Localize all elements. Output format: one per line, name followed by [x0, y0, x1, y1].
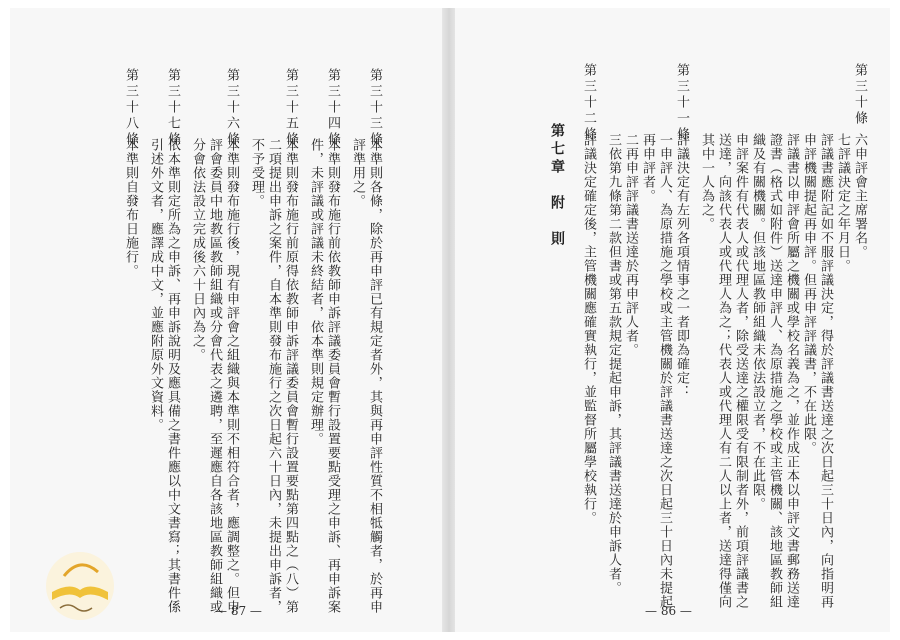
- text-line: 其中一人為之。: [699, 133, 714, 231]
- article-number: 第三十條: [852, 63, 867, 127]
- text-line: 本準則自發布日施行。: [123, 138, 138, 278]
- article-number: 第三十二條: [581, 63, 596, 143]
- text-line: 申評案件有代表人或代理人者，除受送達之權限受有限制者外，前項評議書之: [733, 133, 748, 609]
- page-number: — 87 —: [215, 604, 262, 618]
- text-line: 不予受理。: [249, 138, 264, 208]
- article-number: 第三十七條: [165, 68, 180, 148]
- text-line: 件，未評議或評議未終結者，依本準則規定辦理。: [308, 138, 323, 446]
- page-number: — 86 —: [645, 604, 692, 618]
- article-number: 第三十六條: [224, 68, 239, 148]
- text-line: 依本準則定所為之申訴、再申訴說明及應具備之書件應以中文書寫；其書件係: [165, 138, 180, 614]
- text-line: 評會委員中地教區教師組織或分會代表之遴聘，至遲應自各該地區教師組織或: [207, 138, 222, 614]
- text-line: 評議決定確定後，主管機關應確實執行，並監督所屬學校執行。: [581, 133, 596, 525]
- text-line: 一申評人、為原措施之學校或主管機關於評議書送達之次日起三十日內未提起: [657, 133, 672, 609]
- text-line: 本準則發布施行後，現有申評會之組織與本準則不相符合者，應調整之。但申: [224, 138, 239, 614]
- left-page: [10, 8, 445, 632]
- text-line: 六申評會主席署名。: [852, 133, 867, 259]
- text-line: 證書（格式如附件）送達申評人、為原措施之學校或主管機關、該地區教師組: [767, 133, 782, 609]
- article-number: 第三十八條: [123, 68, 138, 148]
- text-line: 評議書以申評會所屬之機關或學校名義為之，並作成正本以申評文書郵務送達: [784, 133, 799, 609]
- article-number: 第三十一條: [674, 63, 689, 143]
- text-line: 評準用之。: [350, 138, 365, 208]
- text-line: 二再申評評議書送達於再申評人者。: [623, 133, 638, 357]
- chapter-heading: 第七章 附 則: [549, 123, 565, 249]
- library-logo-icon: [40, 546, 120, 626]
- text-line: 三依第九條第二款但書或第五款規定提起申訴，其評議書送達於申訴人者。: [606, 133, 621, 595]
- book-spread: [10, 8, 890, 632]
- text-line: 分會依法設立完成後六十日內為之。: [190, 138, 205, 362]
- article-number: 第三十四條: [325, 68, 340, 148]
- text-line: 再申評者。: [640, 133, 655, 203]
- text-line: 引述外文者，應譯成中文，並應附原外文資料。: [148, 138, 163, 432]
- text-line: 申評機關提起再申評。但再申評評議書，不在此限。: [801, 133, 816, 455]
- book-gutter: [442, 8, 456, 632]
- text-line: 送達，向該代表人或代理人為之；代表人或代理人有二人以上者，送達得僅向: [716, 133, 731, 609]
- text-line: 評議決定有左列各項情事之一者即為確定：: [674, 133, 689, 399]
- right-page: [455, 8, 890, 632]
- text-line: 本準則發布施行前依教師申訴評議委員會暫行設置要點受理之申訴、再申訴案: [325, 138, 340, 614]
- article-number: 第三十五條: [283, 68, 298, 148]
- text-line: 本準則各條，除於再申評已有規定者外，其與再申評性質不相牴觸者，於再申: [367, 138, 382, 614]
- text-line: 二項提出申訴之案件，自本準則發布施行之次日起六十日內，未提出申訴者，: [266, 138, 281, 614]
- text-line: 織及有關機關。但該地區教師組織未依法設立者，不在此限。: [750, 133, 765, 511]
- text-line: 評議書應附記如不服評議決定，得於評議書送達之次日起三十日內，向指明再: [818, 133, 833, 609]
- text-line: 本準則發布施行前原得依教師申訴評議委員會暫行設置要點第四點之（八）第: [283, 138, 298, 614]
- text-line: 七評議決定之年月日。: [835, 133, 850, 273]
- article-number: 第三十三條: [367, 68, 382, 148]
